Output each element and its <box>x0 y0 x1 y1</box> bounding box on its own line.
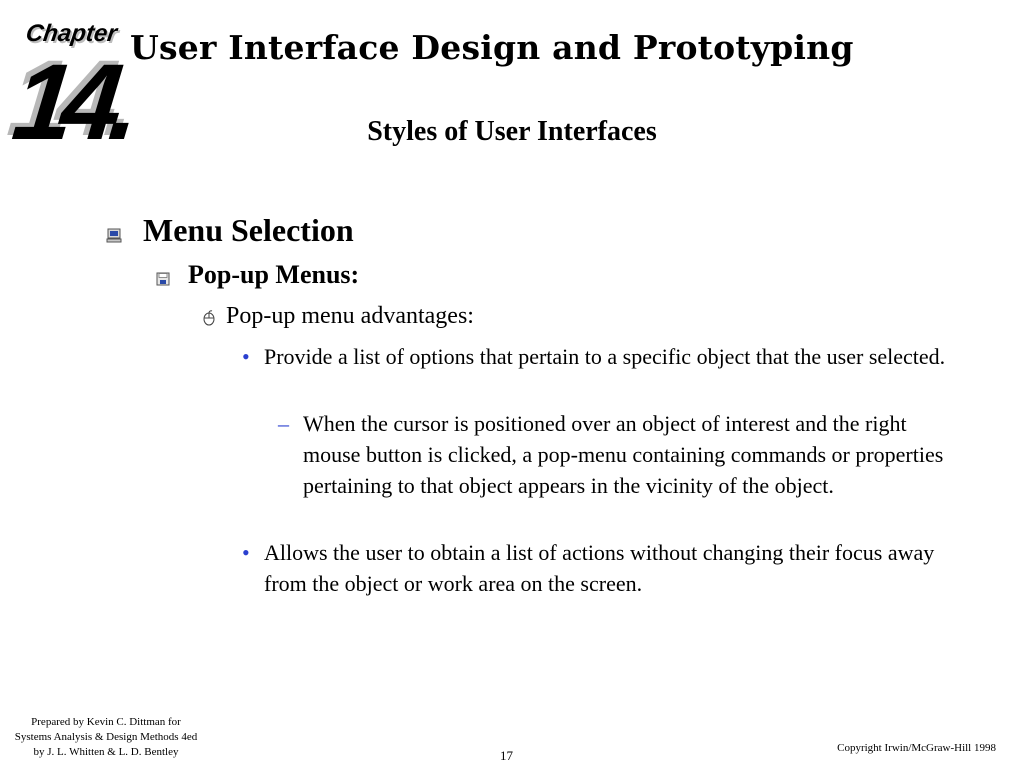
footer-credits <box>0 715 212 760</box>
outline-level2-text: Pop-up Menus: <box>188 260 360 289</box>
footer-credit-line: by J. L. Whitten & L. D. Bentley <box>33 746 179 758</box>
slide-subtitle: Styles of User Interfaces <box>367 116 657 147</box>
chapter-logo <box>4 8 144 183</box>
copyright-notice: Copyright Irwin/McGraw-Hill 1998 <box>837 742 996 754</box>
bullet-marker: • <box>242 540 250 565</box>
computer-icon <box>106 228 122 244</box>
sub-bullet-marker: – <box>278 411 289 436</box>
bullet-text: Provide a list of options that pertain to a specific object that the user selected. <box>264 344 946 369</box>
chapter-word: Chapter <box>24 20 119 47</box>
slide-title: User Interface Design and Prototyping <box>130 28 854 67</box>
bullet-marker: • <box>242 344 250 369</box>
outline-level1-text: Menu Selection <box>143 212 354 248</box>
footer-credit-line: Prepared by Kevin C. Dittman for <box>31 716 181 728</box>
footer-credit-line: Systems Analysis & Design Methods 4ed <box>14 731 198 743</box>
outline-level3-text: Pop-up menu advantages: <box>226 303 474 329</box>
bullet-text: Allows the user to obtain a list of actions without changing their focus away from the object or work area on the screen. <box>264 540 935 596</box>
chapter-number: 14. <box>7 41 135 162</box>
mouse-icon <box>202 310 216 326</box>
page-number: 17 <box>500 748 513 763</box>
sub-bullet-text: When the cursor is positioned over an object of interest and the right mouse button is clicked, a pop-menu containing commands or properties pertaining to that object appears in the vicinity of the object. <box>303 411 944 498</box>
floppy-disk-icon <box>156 272 170 286</box>
